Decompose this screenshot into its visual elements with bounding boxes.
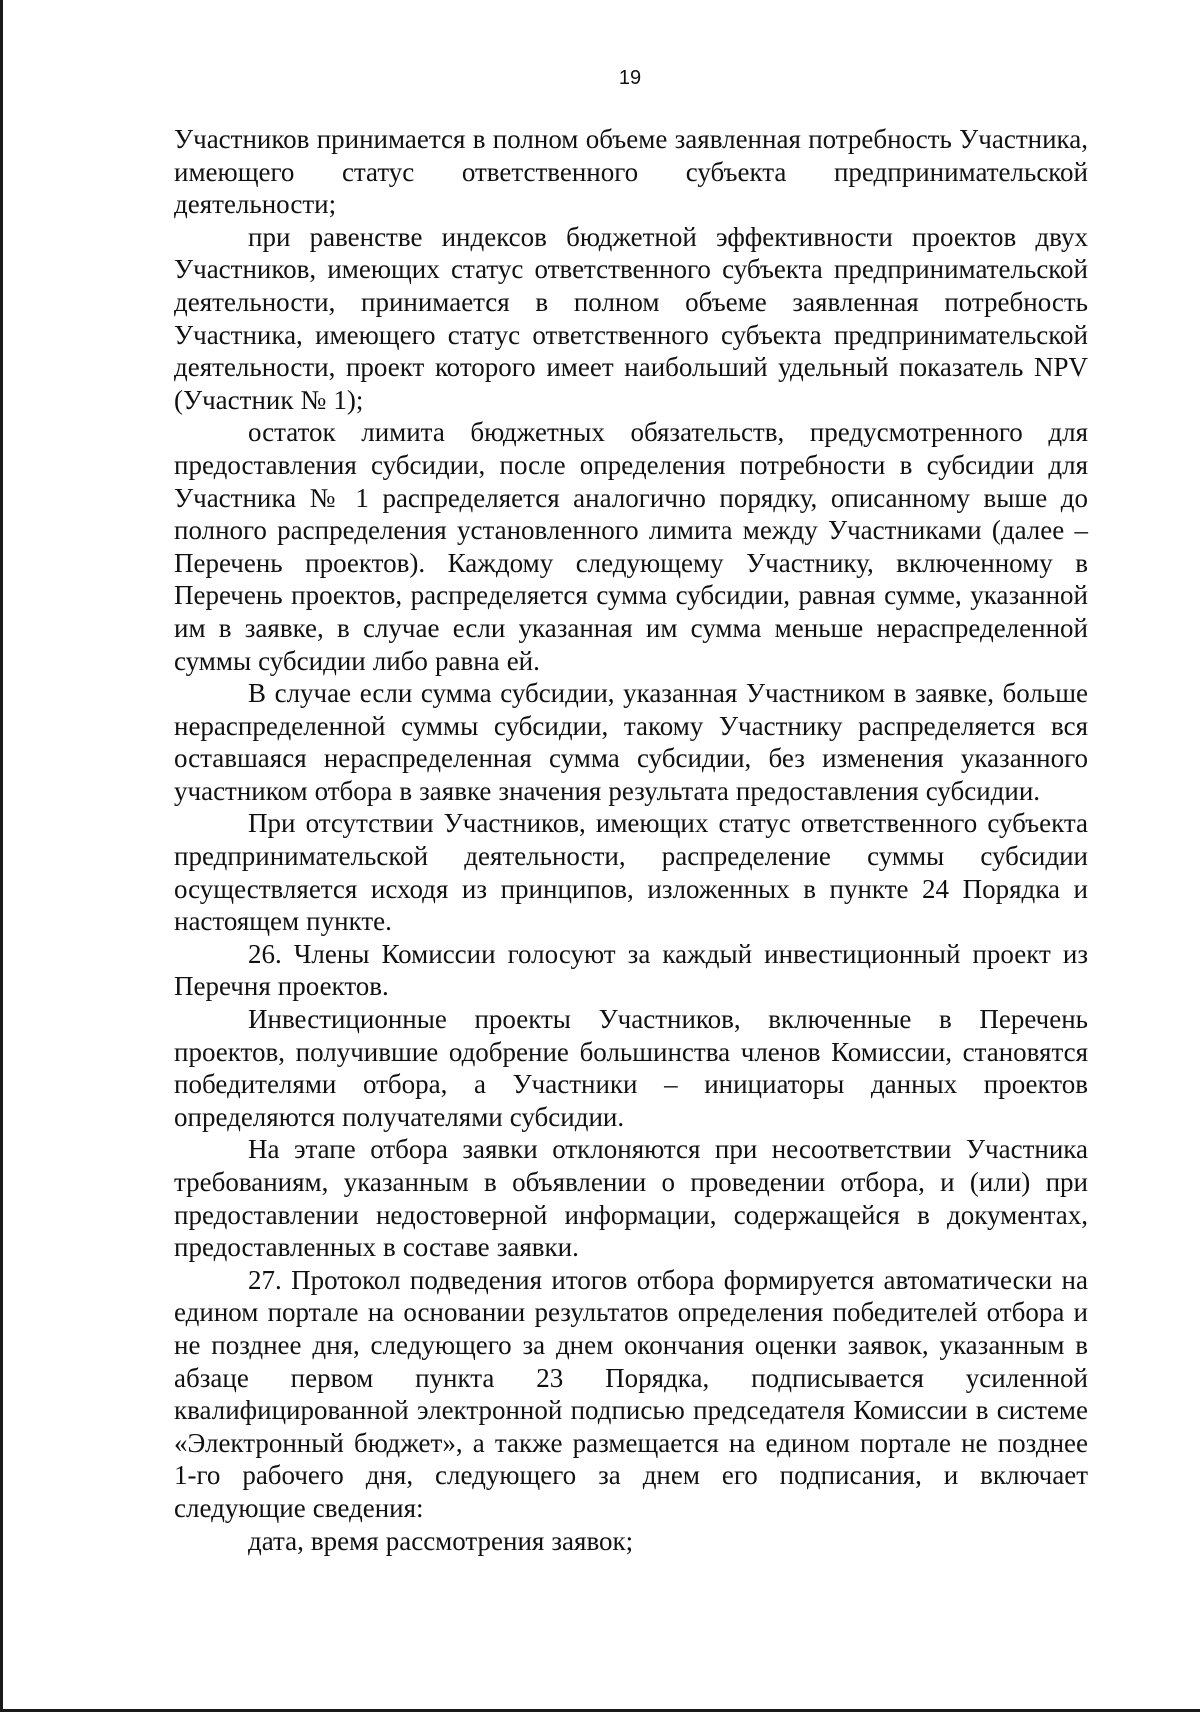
paragraph-rejection-criteria: На этапе отбора заявки отклоняются при несоответствии Участника требованиям, указанным в объявлении о проведении отбора, и (или) при предоставлении недостоверной информации, содержащейся в документах, предоставленных в составе заявки. (174, 1134, 1088, 1263)
page-number: 19 (618, 67, 642, 89)
paragraph-clause-26: 26. Члены Комиссии голосуют за каждый инвестиционный проект из Перечня проектов. (174, 938, 1088, 1002)
paragraph-approved-projects: Инвестиционные проекты Участников, включенные в Перечень проектов, получившие одобрение большинства членов Комиссии, становятся победителями отбора, а Участники – инициаторы данных проектов определяются получателями субсидии. (174, 1004, 1088, 1132)
paragraph-no-responsible-participants: При отсутствии Участников, имеющих статус ответственного субъекта предпринимательской деятельности, распределение суммы субсидии осуществляется исходя из принципов, изложенных в пункте 24 Порядка и настоящем пункте. (174, 808, 1088, 937)
scan-edge-left (0, 0, 3, 1712)
paragraph-remaining-limit: остаток лимита бюджетных обязательств, предусмотренного для предоставления субсидии, после определения потребности в субсидии для Участника № 1 распределяется аналогично порядку, описанному выше до полного распределения установленного лимита между Участниками (далее – Перечень проектов). Каждому следующему Участнику, включенному в Перечень проектов, распределяется сумма субсидии, равная сумме, указанной им в заявке, в случае если указанная им сумма меньше нераспределенной суммы субсидии либо равна ей. (174, 417, 1088, 676)
document-body (174, 123, 1088, 1557)
paragraph-list-item-date-time: дата, время рассмотрения заявок; (248, 1525, 634, 1556)
paragraph-equal-indices: при равенстве индексов бюджетной эффективности проектов двух Участников, имеющих статус ответственного субъекта предпринимательской деятельности, принимается в полном объеме заявленная потребность Участника, имеющего статус ответственного субъекта предпринимательской деятельности, проект которого имеет наибольший удельный показатель NPV (Участник № 1); (174, 221, 1088, 415)
paragraph-clause-27: 27. Протокол подведения итогов отбора формируется автоматически на едином портале на основании результатов определения победителей отбора и не позднее дня, следующего за днем окончания оценки заявок, указанным в абзаце первом пункта 23 Порядка, подписывается усиленной квалифицированной электронной подписью председателя Комиссии в системе «Электронный бюджет», а также размещается на едином портале не позднее 1-го рабочего дня, следующего за днем его подписания, и включает следующие сведения: (174, 1264, 1088, 1523)
paragraph-continuation: Участников принимается в полном объеме заявленная потребность Участника, имеющего статус ответственного субъекта предпринимательской деятельности; (174, 124, 1088, 220)
paragraph-amount-exceeds: В случае если сумма субсидии, указанная Участником в заявке, больше нераспределенной суммы субсидии, такому Участнику распределяется вся оставшаяся нераспределенная сумма субсидии, без изменения указанного участником отбора в заявке значения результата предоставления субсидии. (174, 678, 1088, 806)
